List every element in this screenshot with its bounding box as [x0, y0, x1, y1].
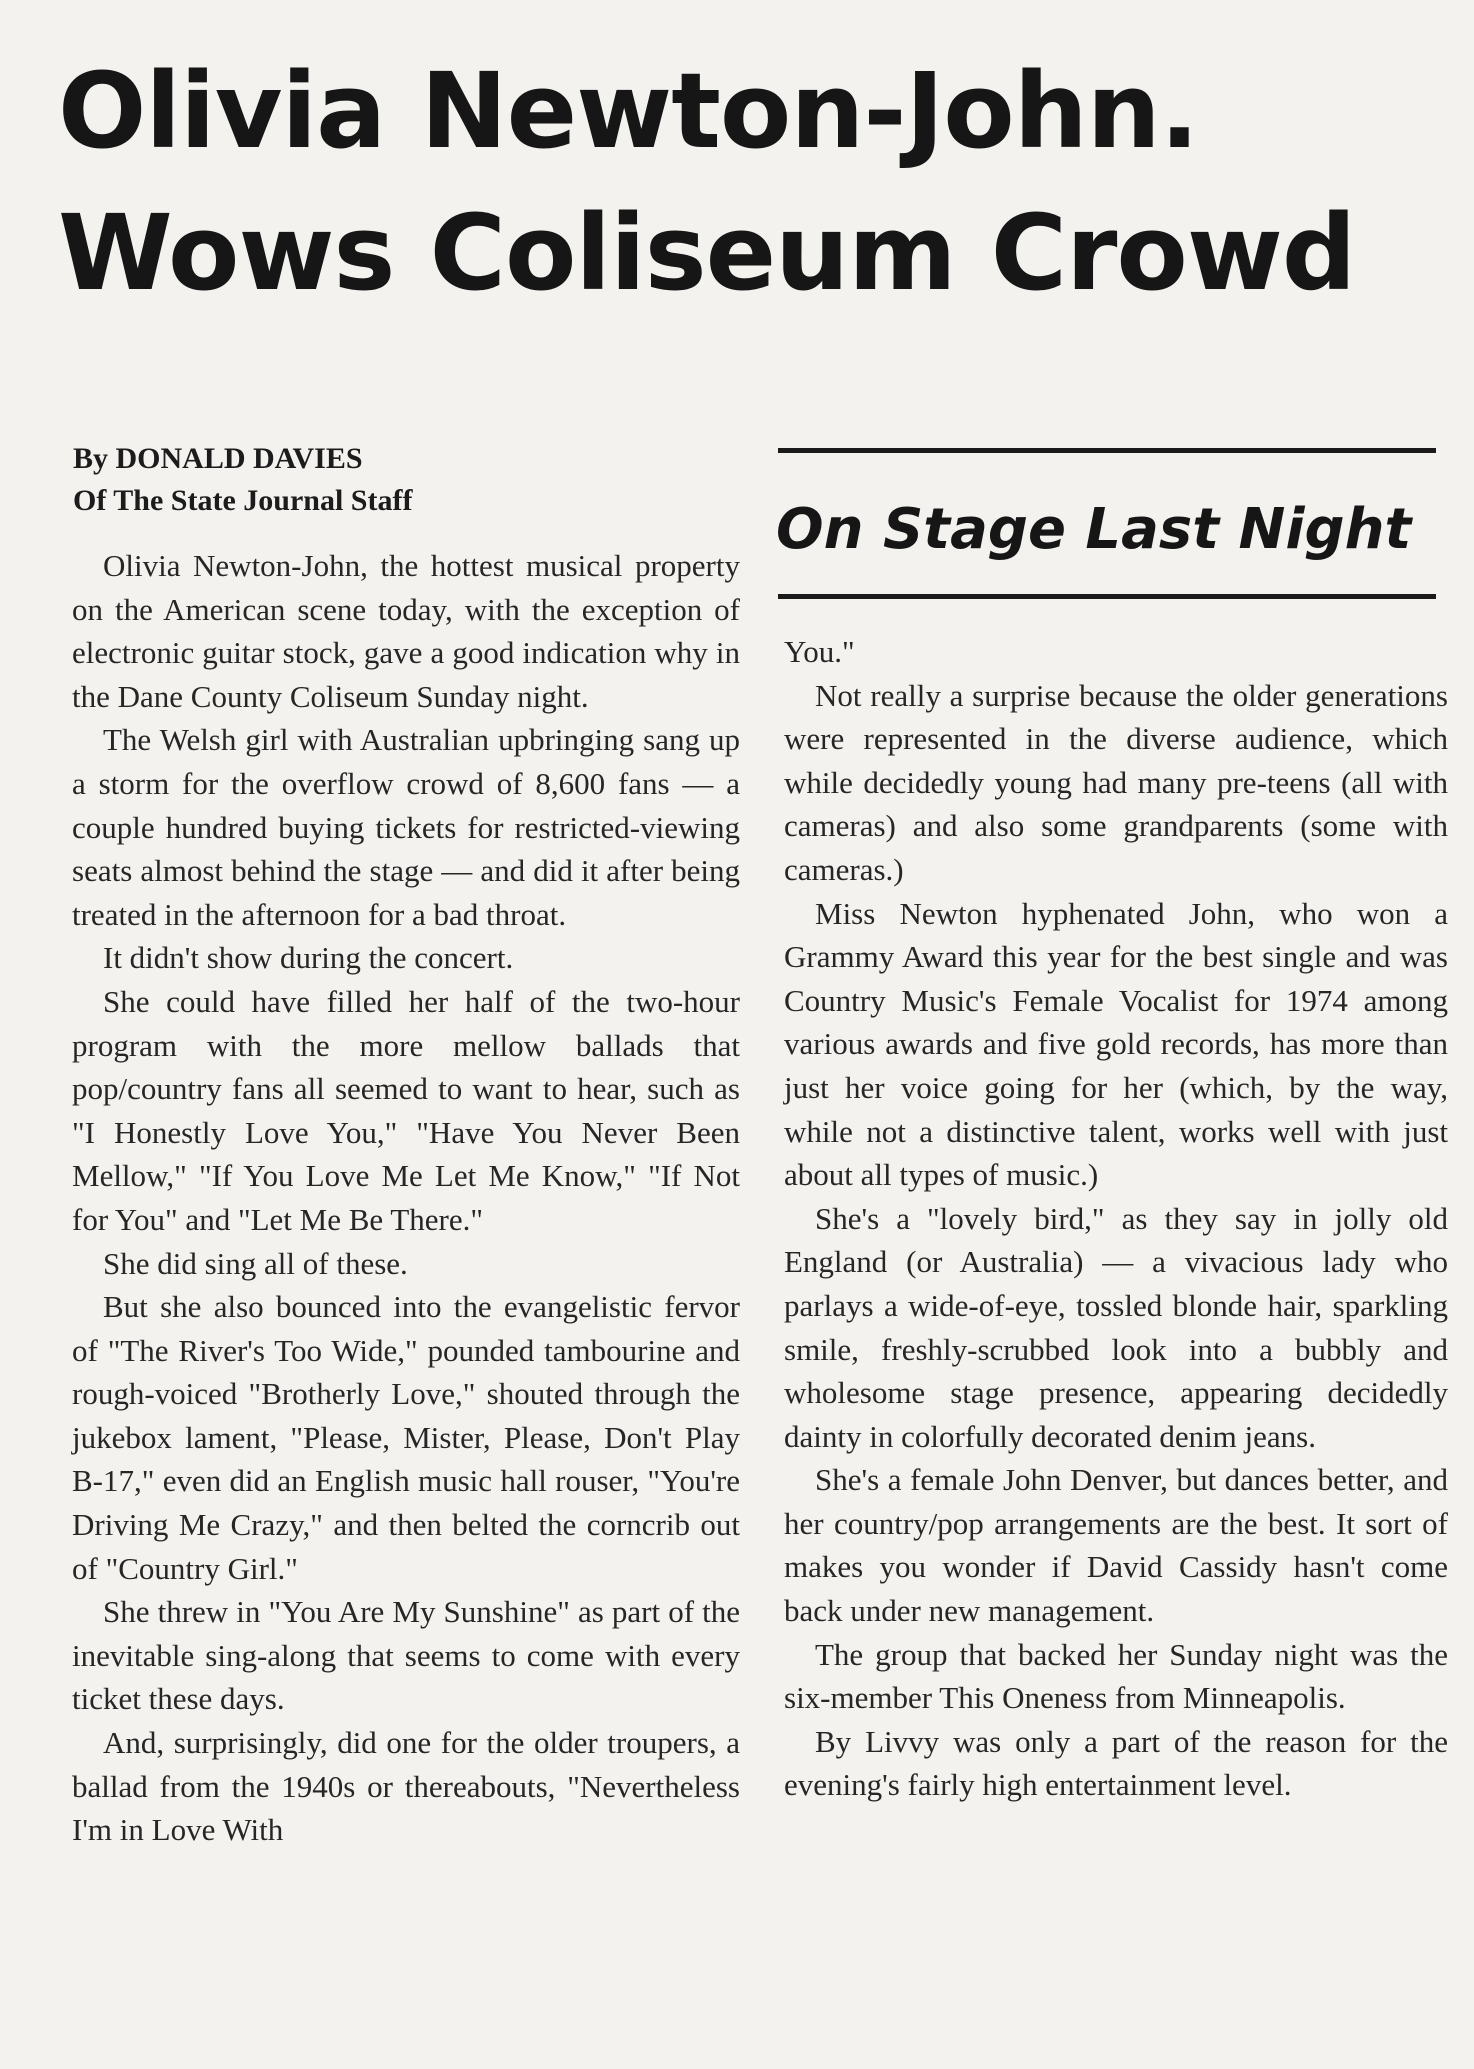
paragraph: She's a "lovely bird," as they say in jolly old England (or Australia) — a vivacious lady who parlays a wide-of-eye, tossled blonde hair, sparkling smile, freshly-scrubbed look into a bubbly and wholesome stage presence, appearing decidedly dainty in colorfully decorated denim jeans. — [784, 1200, 1448, 1454]
paragraph: She did sing all of these. — [103, 1245, 408, 1281]
paragraph: Not really a surprise because the older generations were represented in the diverse audience, which while decidedly young had many pre-teens (all with cameras) and also some grandparents (some with cameras.) — [784, 677, 1448, 887]
paragraph: By Livvy was only a part of the reason for the evening's fairly high entertainment level. — [784, 1723, 1448, 1803]
section-rule-top — [778, 448, 1436, 453]
paragraph-continuation: You." — [784, 634, 855, 669]
paragraph: And, surprisingly, did one for the older troupers, a ballad from the 1940s or thereabouts, "Nevertheless I'm in Love With — [72, 1725, 740, 1848]
paragraph: She's a female John Denver, but dances better, and her country/pop arrangements are the best. It sort of makes you wonder if David Cassidy hasn't come back under new management. — [784, 1462, 1448, 1629]
headline-line-1: Olivia Newton-John. — [58, 50, 1199, 172]
byline-affiliation: Of The State Journal Staff — [73, 484, 413, 517]
paragraph: It didn't show during the concert. — [103, 940, 514, 976]
paragraph: The Welsh girl with Australian upbringing sang up a storm for the overflow crowd of 8,600 fans — a couple hundred buying tickets for restricted-viewing seats almost behind the stage — and did it after being treated in the afternoon for a bad throat. — [72, 722, 740, 932]
byline — [73, 438, 753, 522]
section-rule-bottom — [778, 594, 1436, 599]
paragraph: But she also bounced into the evangelistic fervor of "The River's Too Wide," pounded tambourine and rough-voiced "Brotherly Love," shouted through the jukebox lament, "Please, Mister, Please, Don't Play B-17," even did an English music hall rouser, "You're Driving Me Crazy," and then belted the corncrib out of "Country Girl." — [72, 1289, 740, 1586]
headline-line-2: Wows Coliseum Crowd — [58, 192, 1356, 314]
article-left-column — [72, 544, 740, 1852]
section-label: On Stage Last Night — [776, 497, 1412, 562]
paragraph: She could have filled her half of the two-hour program with the more mellow ballads that pop/country fans all seemed to want to hear, such as "I Honestly Love You," "Have You Never Been Mellow," "If You Love Me Let Me Know," "If Not for You" and "Let Me Be There." — [72, 983, 740, 1237]
headline — [58, 40, 1438, 324]
byline-author: By DONALD DAVIES — [73, 442, 363, 475]
paragraph: Olivia Newton-John, the hottest musical property on the American scene today, with the exception of electronic guitar stock, gave a good indication why in the Dane County Coliseum Sunday night. — [72, 548, 740, 714]
paragraph: The group that backed her Sunday night was the six-member This Oneness from Minneapolis. — [784, 1636, 1448, 1716]
paragraph: Miss Newton hyphenated John, who won a Grammy Award this year for the best single and was Country Music's Female Vocalist for 1974 among various awards and five gold records, has more than just her voice going for her (which, by the way, while not a distinctive talent, works well with just about all types of music.) — [784, 895, 1448, 1193]
paragraph: She threw in "You Are My Sunshine" as part of the inevitable sing-along that seems to come with every ticket these days. — [72, 1594, 740, 1717]
article-right-column — [784, 630, 1448, 1807]
